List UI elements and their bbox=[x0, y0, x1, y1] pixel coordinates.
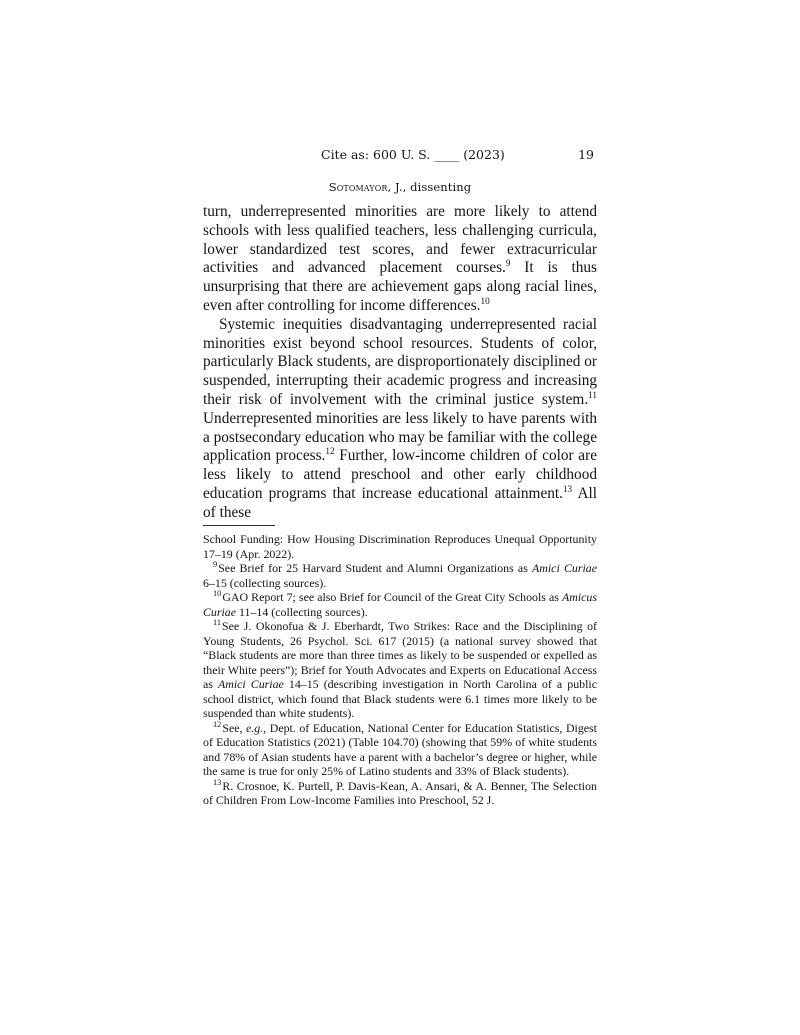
footnote-divider bbox=[203, 525, 275, 526]
page-number: 19 bbox=[578, 147, 594, 162]
footnote-mark-10: 10 bbox=[213, 589, 222, 599]
footnote-10 bbox=[203, 590, 597, 619]
footnotes bbox=[203, 532, 597, 808]
fn12-italic: e.g. bbox=[246, 720, 264, 735]
p1-text-b: It is thus unsurprising that there are achievement gaps along racial lines, even after controlling for income differences. bbox=[203, 259, 597, 314]
footnote-ref-10[interactable]: 10 bbox=[480, 295, 490, 306]
fn9-italic: Amici Curiae bbox=[532, 561, 597, 575]
fn10-text-a: GAO Report 7; see also Brief for Council of the Great City Schools as bbox=[222, 590, 562, 604]
fn9-text-a: See Brief for 25 Harvard Student and Alumni Organizations as bbox=[218, 561, 533, 575]
footnote-mark-13: 13 bbox=[213, 777, 222, 787]
fn13-text-a: R. Crosnoe, K. Purtell, P. Davis-Kean, A. Ansari, & A. Benner, The Selection of Children From Low-Income Families into Preschool, 52 J. bbox=[203, 778, 597, 807]
fn11-text-b: 14–15 (describing investigation in North Carolina of a public school district, which found that Black students were 6.1 times more likely to be suspended than white students). bbox=[203, 677, 597, 720]
p2-text-d: All of these bbox=[203, 484, 598, 521]
footnote-mark-12: 12 bbox=[213, 719, 222, 729]
fn11-italic: Amici Curiae bbox=[217, 677, 284, 691]
footnote-9 bbox=[203, 561, 597, 590]
p2-text-b: Underrepresented minorities are less likely to have parents with a postsecondary education who may be familiar with the college application process. bbox=[203, 409, 597, 465]
paragraph-2 bbox=[203, 316, 597, 523]
fn11-text-a: See J. Okonofua & J. Eberhardt, Two Strikes: Race and the Disciplining of Young Students, 26 Psychol. Sci. 617 (2015) (a national survey showed that “Black students are more than three times as likely to be suspended or expelled as their White peers”); Brief for Youth Advocates and Experts on Educational Access as bbox=[203, 619, 597, 691]
author-line bbox=[203, 180, 597, 194]
p2-text-c: Further, low-income children of color are less likely to attend preschool and other early childhood education programs that increase educational attainment. bbox=[203, 447, 597, 502]
citation-line: Cite as: 600 U. S. ____ (2023) bbox=[321, 147, 505, 162]
fn9-text-b: 6–15 (collecting sources). bbox=[203, 575, 327, 590]
fn12-text-b: , Dept. of Education, National Center for Education Statistics, Digest of Education Statistics (2021) (Table 104.70) (showing that 59% of white students and 78% of Asian students have a parent with a bachelor’s degree or higher, while the same is true for only 25% of Latino students and 33% of Black students). bbox=[203, 720, 597, 778]
author-suffix: , J., dissenting bbox=[387, 180, 472, 194]
running-head bbox=[203, 147, 597, 167]
footnote-ref-9[interactable]: 9 bbox=[505, 258, 511, 269]
footnote-11 bbox=[203, 619, 597, 721]
footnote-ref-13[interactable]: 13 bbox=[562, 483, 573, 494]
footnote-ref-12[interactable]: 12 bbox=[325, 446, 335, 457]
footnote-12 bbox=[203, 721, 597, 779]
body-text bbox=[203, 203, 597, 523]
fn12-text-a: See, bbox=[222, 720, 247, 735]
fn10-italic: Amicus Curiae bbox=[203, 590, 597, 619]
paragraph-1 bbox=[203, 203, 597, 316]
footnote-continuation: School Funding: How Housing Discrimination Reproduces Unequal Opportunity 17–19 (Apr. 2022). bbox=[203, 532, 597, 561]
footnote-mark-9: 9 bbox=[213, 560, 218, 570]
footnote-13 bbox=[203, 779, 597, 808]
p2-text-a: Systemic inequities disadvantaging underrepresented racial minorities exist beyond school resources. Students of color, particularly Black students, are disproportionately disciplined or suspended, interrupting their academic progress and increasing their risk of involvement with the criminal justice system. bbox=[203, 315, 597, 408]
fn10-text-b: 11–14 (collecting sources). bbox=[236, 604, 368, 619]
footnote-ref-11[interactable]: 11 bbox=[588, 389, 597, 400]
p1-text-a: turn, underrepresented minorities are more likely to attend schools with less qualified teachers, less challenging curricula, lower standardized test scores, and fewer extracurricular activities and advanced placement courses. bbox=[203, 203, 597, 277]
author-name: Sotomayor bbox=[328, 180, 388, 194]
footnote-mark-11: 11 bbox=[213, 618, 222, 628]
